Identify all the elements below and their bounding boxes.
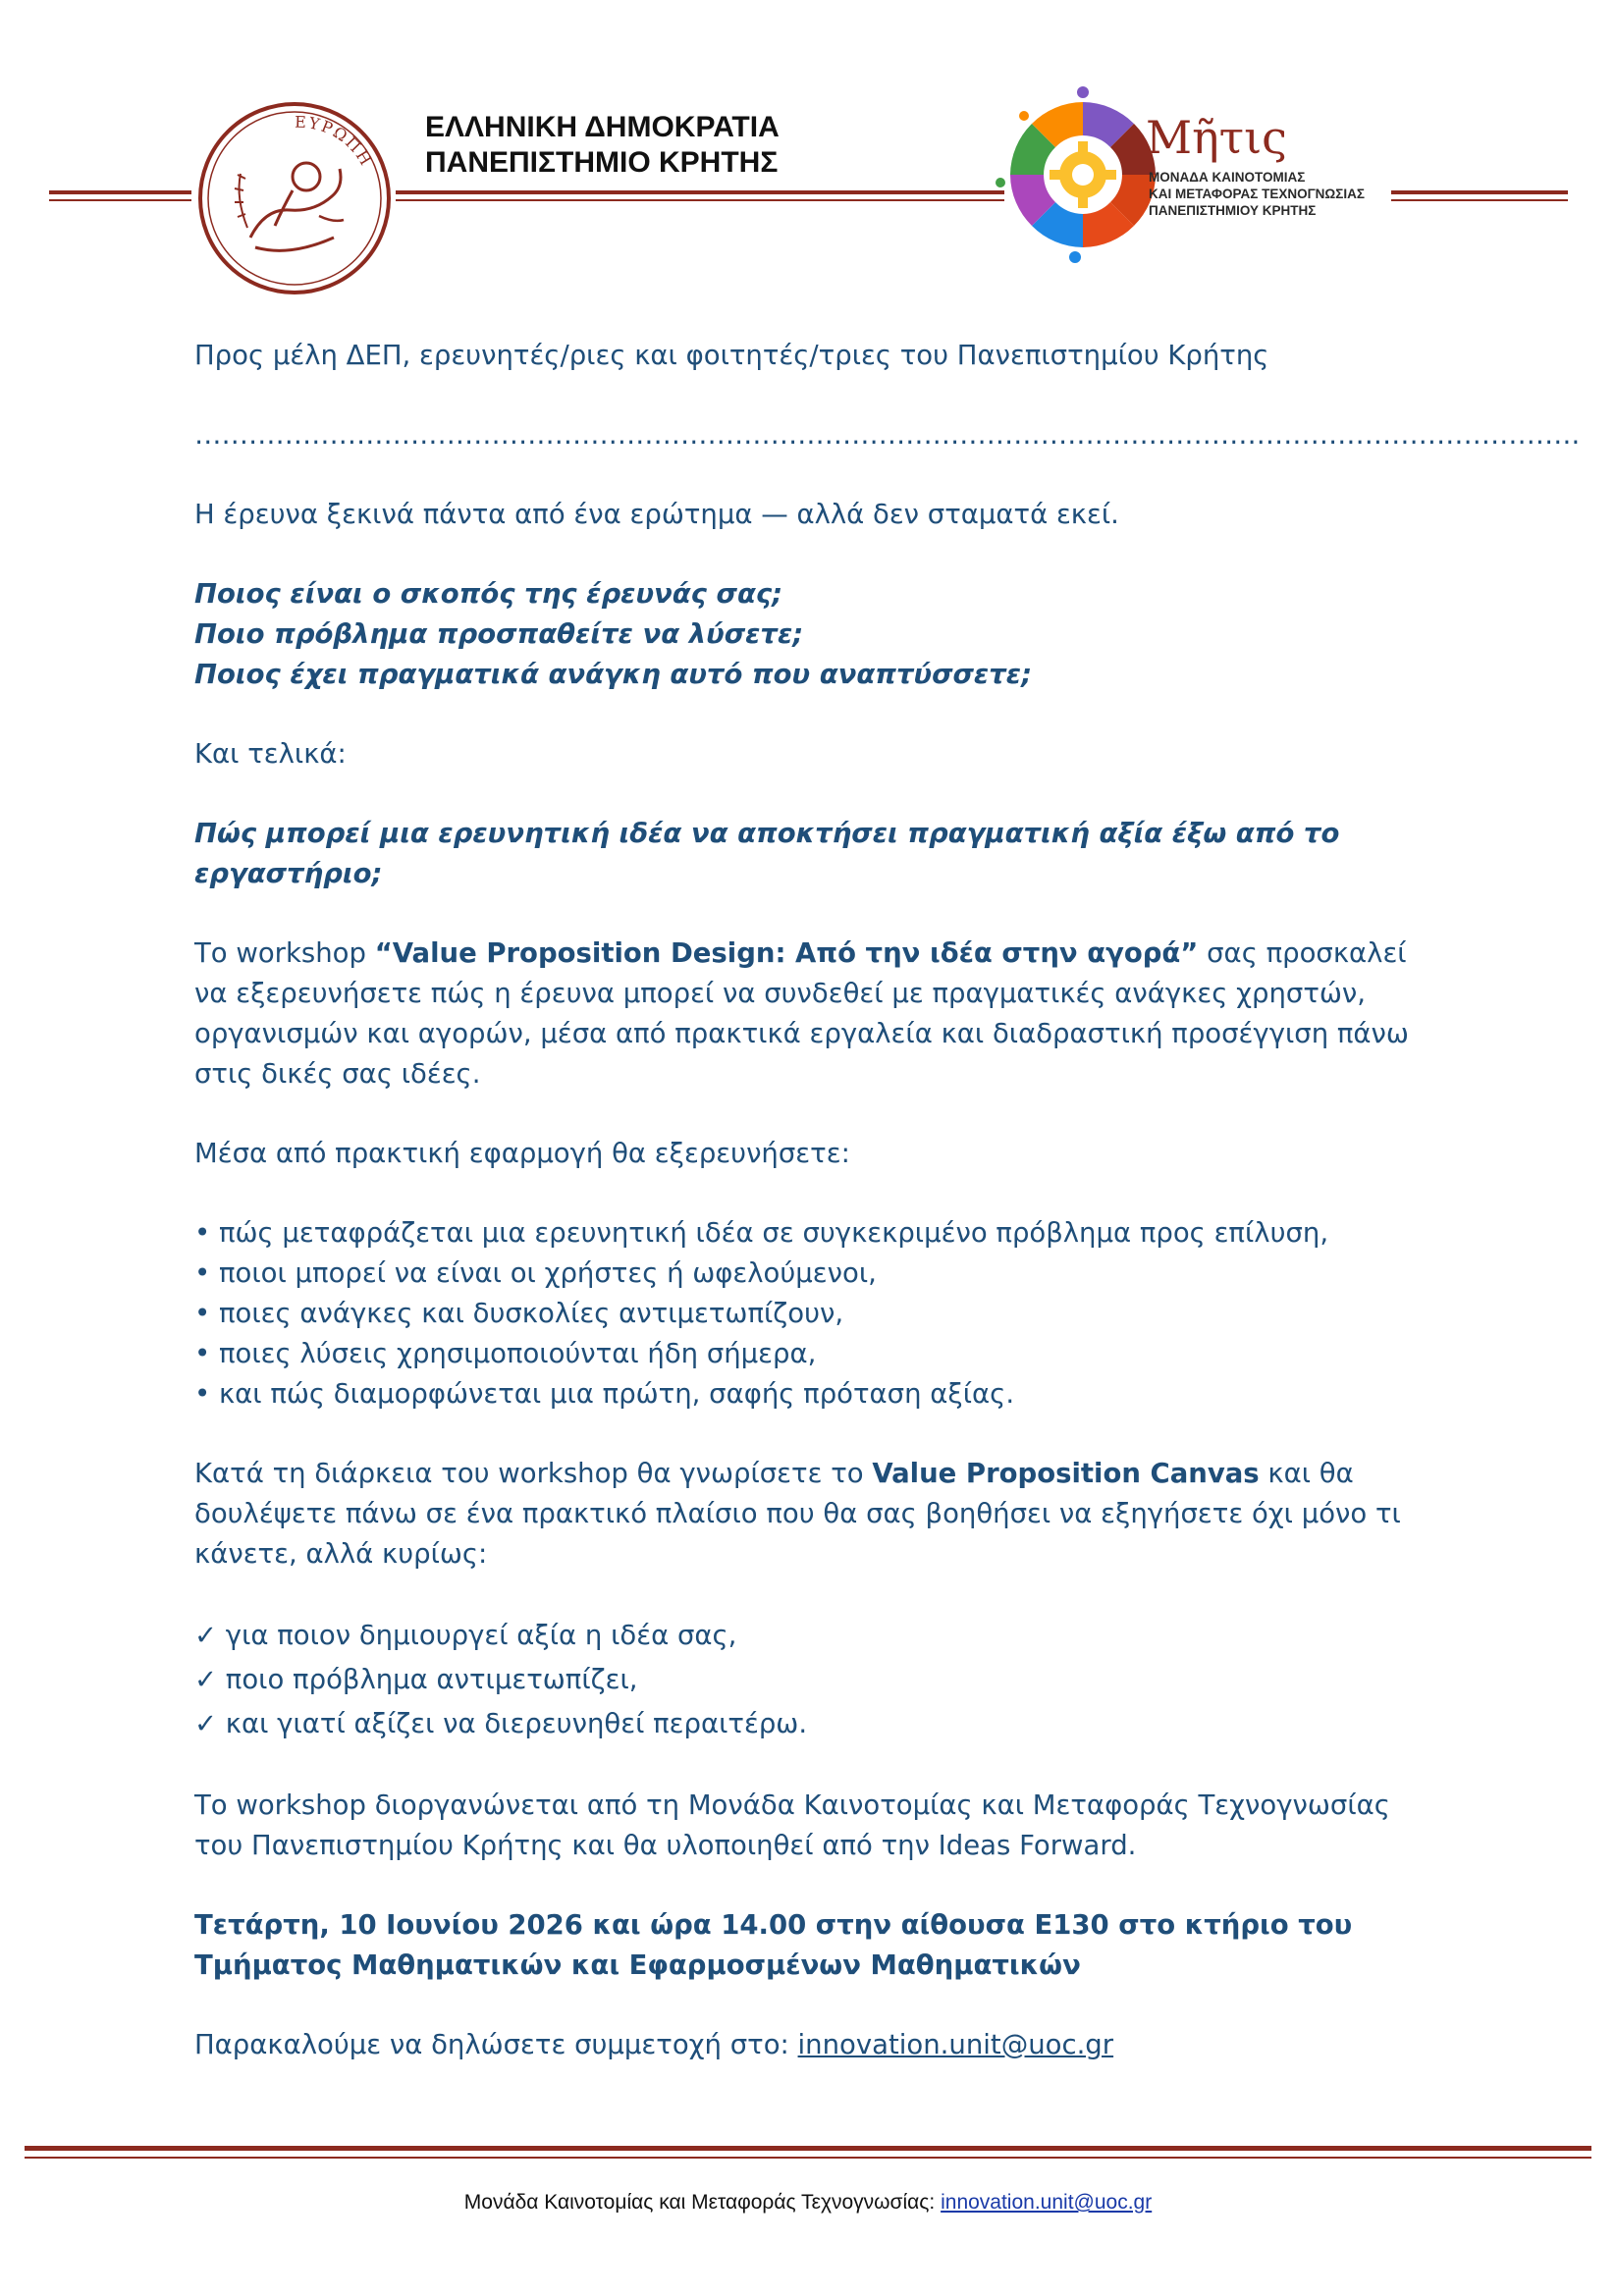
footer-rule (25, 2157, 1591, 2159)
explore-intro: Μέσα από πρακτική εφαρμογή θα εξερευνήσετε: (194, 1138, 850, 1169)
organizer-paragraph: Το workshop διοργανώνεται από τη Μονάδα Καινοτομίας και Μεταφοράς Τεχνογνωσίας του Πανεπιστημίου Κρήτης και θα υλοποιηθεί από την Ideas Forward. (194, 1789, 1390, 1861)
canvas-text: Κατά τη διάρκεια του workshop θα γνωρίσετε το (194, 1458, 873, 1489)
list-item: • και πώς διαμορφώνεται μια πρώτη, σαφής πρόταση αξίας. (194, 1378, 1015, 1410)
checkmark-icon: ✓ (194, 1620, 218, 1651)
date-location: Τετάρτη, 10 Ιουνίου 2026 και ώρα 14.00 στην αίθουσα Ε130 στο κτήριο του Τμήματος Μαθηματικών και Εφαρμοσμένων Μαθηματικών (194, 1909, 1353, 1981)
check-text: και γιατί αξίζει να διερευνηθεί περαιτέρω. (225, 1708, 808, 1739)
metis-subtitle-line: ΠΑΝΕΠΙΣΤΗΜΙΟΥ ΚΡΗΤΗΣ (1149, 203, 1317, 218)
intro-text: Η έρευνα ξεκινά πάντα από ένα ερώτημα — αλλά δεν σταματά εκεί. (194, 499, 1119, 530)
canvas-text: και θα δουλέψετε πάνω σε ένα πρακτικό πλαίσιο που θα σας βοηθήσει να εξηγήσετε όχι μόνο τι κάνετε, αλλά κυρίως: (194, 1458, 1401, 1570)
question-3: Ποιος έχει πραγματικά ανάγκη αυτό που αναπτύσσετε; (194, 659, 1033, 690)
letter-body (194, 336, 1581, 2065)
workshop-title: “Value Proposition Design: Από την ιδέα στην αγορά” (374, 937, 1199, 969)
footer-rule (25, 2146, 1591, 2151)
list-item (194, 1658, 1441, 1702)
list-item: • πώς μεταφράζεται μια ερευνητική ιδέα σε συγκεκριμένο πρόβλημα προς επίλυση, (194, 1217, 1329, 1249)
question-2: Ποιο πρόβλημα προσπαθείτε να λύσετε; (194, 618, 804, 650)
list-item: • ποιοι μπορεί να είναι οι χρήστες ή ωφελούμενοι, (194, 1257, 877, 1289)
metis-subtitle-line: ΚΑΙ ΜΕΤΑΦΟΡΑΣ ΤΕΧΝΟΓΝΩΣΙΑΣ (1149, 187, 1365, 201)
checkmark-icon: ✓ (194, 1664, 218, 1695)
header-rule (1391, 190, 1568, 194)
and-finally-text: Και τελικά: (194, 738, 347, 770)
rsvp-text: Παρακαλούμε να δηλώσετε συμμετοχή στο: (194, 2029, 798, 2060)
svg-text:ΕΥΡΩΠΗ (295, 113, 376, 170)
workshop-paragraph (194, 934, 1441, 1095)
org-line-2: ΠΑΝΕΠΙΣΤΗΜΙΟ ΚΡΗΤΗΣ (425, 146, 779, 179)
metis-logo-icon (1019, 84, 1147, 261)
key-question: Πώς μπορεί μια ερευνητική ιδέα να αποκτήσει πραγματική αξία έξω από το εργαστήριο; (194, 818, 1340, 889)
question-1: Ποιος είναι ο σκοπός της έρευνάς σας; (194, 578, 783, 610)
metis-subtitle (1149, 169, 1365, 219)
footer-text: Μονάδα Καινοτομίας και Μεταφοράς Τεχνογνωσίας: (463, 2191, 942, 2214)
canvas-name: Value Proposition Canvas (872, 1458, 1260, 1489)
metis-subtitle-line: ΜΟΝΑΔΑ ΚΑΙΝΟΤΟΜΙΑΣ (1149, 170, 1306, 185)
org-line-1: ΕΛΛΗΝΙΚΗ ΔΗΜΟΚΡΑΤΙΑ (425, 111, 780, 143)
page-footer (0, 2191, 1616, 2215)
bullet-list (194, 1213, 1441, 1415)
header-rule (1391, 199, 1568, 201)
list-item: • ποιες ανάγκες και δυσκολίες αντιμετωπίζουν, (194, 1298, 844, 1329)
list-item: • ποιες λύσεις χρησιμοποιούνται ήδη σήμερα, (194, 1338, 817, 1369)
metis-wordmark: Μῆτις (1146, 111, 1287, 164)
dotted-separator: ………………………………………………………………………………………………………………………………………. (194, 419, 1581, 451)
header-rule (49, 190, 191, 194)
workshop-text: Το workshop (194, 937, 375, 969)
list-item (194, 1614, 1441, 1658)
list-item (194, 1702, 1441, 1746)
check-text: ποιο πρόβλημα αντιμετωπίζει, (225, 1664, 638, 1695)
checkmark-icon: ✓ (194, 1708, 218, 1739)
university-seal-logo (196, 100, 393, 296)
rsvp-line (194, 2025, 1441, 2065)
rsvp-email-link[interactable]: innovation.unit@uoc.gr (797, 2029, 1114, 2060)
recipients-line: Προς μέλη ΔΕΠ, ερευνητές/ριες και φοιτητές/τριες του Πανεπιστημίου Κρήτης (194, 340, 1269, 371)
header-rule (396, 190, 1004, 194)
workshop-text: σας προσκαλεί να εξερευνήσετε πώς η έρευνα μπορεί να συνδεθεί με πραγματικές ανάγκες χρηστών, οργανισμών και αγορών, μέσα από πρακτικά εργαλεία και διαδραστική προσέγγιση πάνω στις δικές σας ιδέες. (194, 937, 1409, 1090)
seal-inscription: ΕΥΡΩΠΗ (294, 112, 377, 171)
footer-email-link[interactable]: innovation.unit@uoc.gr (941, 2191, 1153, 2214)
check-text: για ποιον δημιουργεί αξία η ιδέα σας, (225, 1620, 737, 1651)
header-rule (396, 199, 1004, 201)
organization-name (425, 110, 780, 181)
check-list (194, 1614, 1441, 1746)
header-rule (49, 199, 191, 201)
canvas-paragraph (194, 1454, 1441, 1575)
